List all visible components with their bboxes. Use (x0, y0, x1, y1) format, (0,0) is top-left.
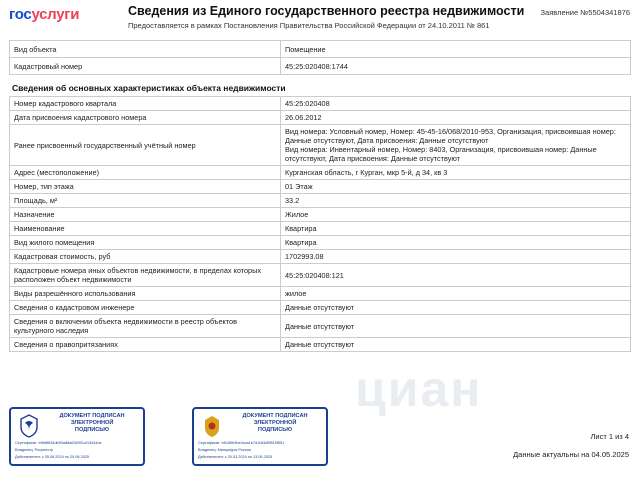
row-value: Помещение (281, 41, 631, 58)
row-label: Кадастровый номер (10, 58, 281, 75)
row-value: 45:25:020408:1744 (281, 58, 631, 75)
characteristics-table (9, 96, 631, 352)
table-row (10, 194, 631, 208)
row-value: жилое (281, 287, 631, 301)
table-row (10, 208, 631, 222)
row-value: Квартира (281, 236, 631, 250)
row-label: Кадастровые номера иных объектов недвижимости, в пределах которых расположен объект недвижимости (10, 264, 281, 287)
row-label: Номер кадастрового квартала (10, 97, 281, 111)
stamp-title: ДОКУМЕНТ ПОДПИСАН ЭЛЕКТРОННОЙ ПОДПИСЬЮ (242, 413, 308, 433)
row-label: Дата присвоения кадастрового номера (10, 111, 281, 125)
table-row (10, 125, 631, 166)
request-number: Заявление №5504341876 (540, 8, 630, 17)
row-label: Ранее присвоенный государственный учётный номер (10, 125, 281, 166)
coat-of-arms-icon (200, 413, 224, 439)
table-row (10, 236, 631, 250)
document-header (0, 0, 640, 36)
row-label: Вид объекта (10, 41, 281, 58)
logo-text-part2: услуги (31, 6, 80, 23)
cian-watermark: циан (355, 361, 483, 417)
gosuslugi-logo (9, 6, 79, 23)
stamp-title: ДОКУМЕНТ ПОДПИСАН ЭЛЕКТРОННОЙ ПОДПИСЬЮ (59, 413, 125, 433)
table-row (10, 338, 631, 352)
row-label: Адрес (местоположение) (10, 166, 281, 180)
row-value: Вид номера: Условный номер, Номер: 45-45-16/068/2010-953, Организация, присвоившая номер: Данные отсутствуют, Дата присвоения: Данные отсутствуют Вид номера: Инвентарный номер, Номер: 8403, Организация, присвоившая номер: Данные отсутствуют, Дата присвоения: Данные отсутствуют (281, 125, 631, 166)
row-value: Квартира (281, 222, 631, 236)
row-value: Данные отсутствуют (281, 338, 631, 352)
table-row (10, 166, 631, 180)
table-row (10, 97, 631, 111)
row-value: 1702993.08 (281, 250, 631, 264)
row-value: 45:25:020408:121 (281, 264, 631, 287)
table-row (10, 222, 631, 236)
row-label: Площадь, м² (10, 194, 281, 208)
table-row (10, 111, 631, 125)
object-table (9, 40, 631, 75)
document-subtitle: Предоставляется в рамках Постановления Правительства Российской Федерации от 24.10.2011 № 861 (128, 21, 490, 30)
row-value: Данные отсутствуют (281, 301, 631, 315)
row-label: Сведения о включении объекта недвижимости в реестр объектов культурного наследия (10, 315, 281, 338)
table-row (10, 264, 631, 287)
row-value: 33.2 (281, 194, 631, 208)
signature-stamp-rosreestr (9, 407, 145, 466)
page-number: Лист 1 из 4 (590, 432, 629, 441)
document-title: Сведения из Единого государственного реестра недвижимости (128, 4, 525, 18)
row-label: Номер, тип этажа (10, 180, 281, 194)
stamp-owner: Владелец: Росреестр (15, 448, 54, 452)
row-value: Жилое (281, 208, 631, 222)
row-label: Кадастровая стоимость, руб (10, 250, 281, 264)
emblem-icon (17, 413, 41, 439)
table-row (10, 301, 631, 315)
stamp-validity: Действителен: с 20.03.2024 по 13.06.2025 (198, 455, 273, 459)
stamp-certificate: Сертификат: b9b8f834db90a88a634901cf13444dc (15, 441, 102, 445)
logo-text-part1: гос (9, 6, 32, 23)
table-row (10, 58, 631, 75)
row-label: Виды разрешённого использования (10, 287, 281, 301)
section-title: Сведения об основных характеристиках объекта недвижимости (12, 83, 286, 93)
table-row (10, 250, 631, 264)
row-label: Назначение (10, 208, 281, 222)
row-label: Наименование (10, 222, 281, 236)
table-row (10, 41, 631, 58)
table-row (10, 287, 631, 301)
signature-stamp-mincifry (192, 407, 328, 466)
row-value: 26.06.2012 (281, 111, 631, 125)
data-actual-date: Данные актуальны на 04.05.2025 (513, 450, 629, 459)
stamp-validity: Действителен: с 05.06.2024 по 29.08.2025 (15, 455, 90, 459)
row-label: Сведения о кадастровом инженере (10, 301, 281, 315)
row-value: Курганская область, г Курган, мкр 5-й, д 34, кв 3 (281, 166, 631, 180)
row-value: 45:25:020408 (281, 97, 631, 111)
row-label: Вид жилого помещения (10, 236, 281, 250)
row-value: 01 Этаж (281, 180, 631, 194)
row-label: Сведения о правопритязаниях (10, 338, 281, 352)
table-row (10, 315, 631, 338)
table-row (10, 180, 631, 194)
stamp-certificate: Сертификат: b5189b3be4cca1b7d1164df9819f551 (198, 441, 285, 445)
stamp-owner: Владелец: Минцифры России (198, 448, 251, 452)
row-value: Данные отсутствуют (281, 315, 631, 338)
